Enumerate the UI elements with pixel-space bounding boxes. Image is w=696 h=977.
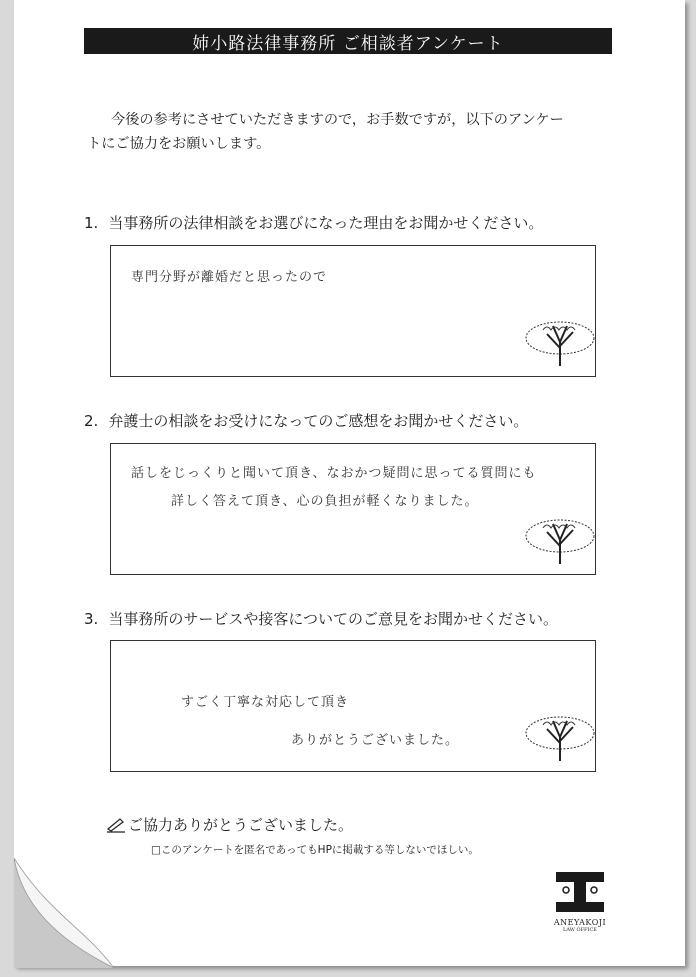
tree-icon [523, 516, 597, 564]
question-text: 当事務所のサービスや接客についてのご意見をお聞かせください。 [108, 610, 559, 628]
answer-box-3[interactable] [110, 640, 596, 772]
page-curl-icon [14, 858, 124, 968]
logo-name: ANEYAKOJI [553, 918, 607, 927]
tree-icon [523, 318, 597, 366]
thanks-message [106, 814, 353, 835]
question-text: 当事務所の法律相談をお選びになった理由をお聞かせください。 [108, 214, 544, 232]
question-text: 弁護士の相談をお受けになってのご感想をお聞かせください。 [108, 412, 529, 430]
answer-box-2[interactable] [110, 443, 596, 575]
intro-line-1: 今後の参考にさせていただきますので，お手数ですが，以下のアンケー [111, 112, 564, 128]
handwritten-answer-3-line-1: すごく丁寧な対応して頂き [181, 695, 350, 710]
thanks-text: ご協力ありがとうございました。 [128, 816, 354, 834]
handwritten-answer-2-line-1: 話しをじっくりと聞いて頂き、なおかつ疑問に思ってる質問にも [131, 466, 537, 481]
tree-icon [523, 713, 597, 761]
intro-text [87, 108, 627, 156]
handwritten-answer-3-line-2: ありがとうございました。 [291, 733, 460, 748]
handwritten-answer-2-line-2: 詳しく答えて頂き、心の負担が軽くなりました。 [171, 494, 479, 509]
question-3 [84, 608, 558, 629]
question-2 [84, 410, 528, 431]
anonymity-checkbox-note[interactable]: □このアンケートを匿名であってもHPに掲載する等しないでほしい。 [151, 844, 479, 856]
logo-sub: LAW OFFICE [563, 927, 597, 933]
question-number: 3. [84, 610, 99, 628]
question-number: 2. [84, 412, 99, 430]
answer-box-1[interactable] [110, 245, 596, 377]
logo-text [544, 918, 616, 933]
intro-line-2: トにご協力をお願いします。 [87, 136, 271, 152]
question-number: 1. [84, 214, 99, 232]
handwritten-answer-1: 専門分野が離婚だと思ったので [131, 270, 328, 285]
page-title: 姉小路法律事務所 ご相談者アンケート [84, 28, 612, 54]
pencil-icon [106, 817, 126, 833]
question-1 [84, 212, 543, 233]
